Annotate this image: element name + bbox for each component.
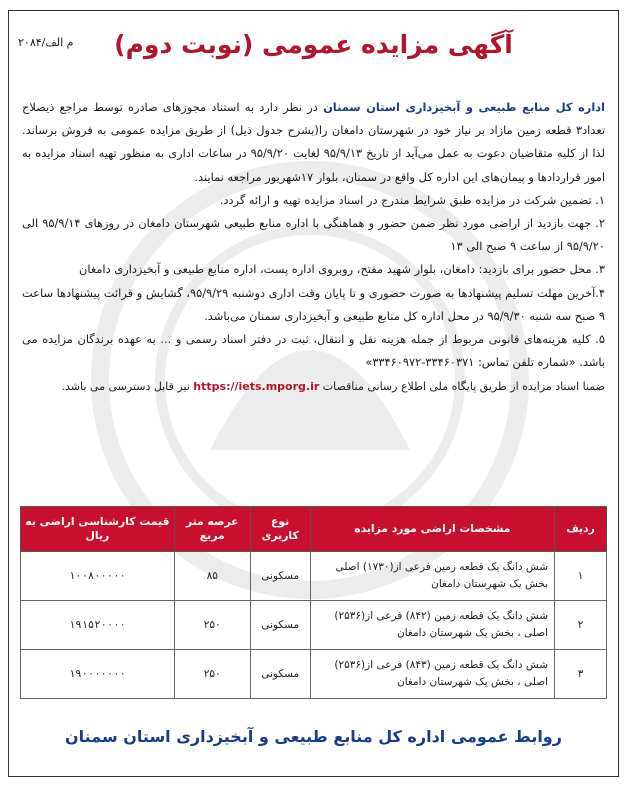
cell-usage-type: مسکونی	[250, 601, 310, 650]
cell-usage-type: مسکونی	[250, 552, 310, 601]
header-row-number: ردیف	[555, 507, 607, 552]
header-land-description: مشخصات اراضی مورد مزایده	[310, 507, 554, 552]
condition-item-4: ۴.آخرین مهلت تسلیم پیشنهادها به صورت حضوری و تا پایان وقت اداری دوشنبه ۹۵/۹/۲۹، گشایش و قرائت پیشنهادها ساعت ۹ صبح سه شنبه ۹۵/۹/۳۰ در محل اداره کل منابع طبیعی و آبخیزداری سمنان می‌باشد.	[22, 285, 605, 323]
reference-code: م الف/۲۰۸۴	[18, 36, 74, 49]
cell-land-description: شش دانگ یک قطعه زمین فرعی از(۱۷۳۰) اصلی بخش یک شهرستان دامغان	[310, 552, 554, 601]
cell-row-number: ۲	[555, 601, 607, 650]
condition-item-5: ۵. کلیه هزینه‌های قانونی مربوط از جمله هزینه نقل و انتقال، ثبت در دفتر اسناد رسمی و ... به عهده برندگان مزایده می باشد. «شماره تلفن تماس: ۳۳۴۶۰۳۷۱-۳۳۴۶۰۹۷۲»	[22, 332, 605, 370]
cell-area: ۲۵۰	[174, 601, 250, 650]
note-suffix: نیز قابل دسترسی می باشد.	[61, 380, 190, 394]
cell-area: ۸۵	[174, 552, 250, 601]
condition-item-3: ۳. محل حضور برای بازدید: دامغان، بلوار شهید مفتح، روبروی اداره پست، اداره منابع طبیعی و آبخیزداری دامغان	[78, 262, 605, 277]
table-header-row	[21, 507, 607, 552]
header-expert-price: قیمت کارشناسی اراضی به ریال	[21, 507, 175, 552]
cell-area: ۲۵۰	[174, 650, 250, 699]
cell-usage-type: مسکونی	[250, 650, 310, 699]
header-area: عرصه متر مربع	[174, 507, 250, 552]
ad-title: آگهی مزایده عمومی (نوبت دوم)	[114, 30, 513, 59]
table-row	[21, 552, 607, 601]
auction-lands-table	[20, 506, 607, 699]
public-relations-footer: روابط عمومی اداره کل منابع طبیعی و آبخیزداری استان سمنان	[65, 727, 562, 746]
intro-text: در نظر دارد به استناد مجوزهای صادره توسط مراجع ذیصلاح تعداد۳ قطعه زمین مازاد بر نیاز خود در شهرستان دامغان را(بشرح جدول ذیل) از طریق مزایده عمومی به فروش برساند. لذا از کلیه متقاضیان دعوت به عمل می‌آید از تاریخ ۹۵/۹/۱۳ لغایت ۹۵/۹/۲۰ در ساعات اداری به منظور تهیه اسناد مزایده به امور قراردادها و پیمان‌های این اداره کل واقع در سمنان، بلوار ۱۷شهریور مراجعه نمایند.	[22, 100, 605, 184]
condition-item-2: ۲. جهت بازدید از اراضی مورد نظر ضمن حضور و هماهنگی با اداره منابع طبیعی شهرستان دامغان در روزهای ۹۵/۹/۱۴ الی ۹۵/۹/۲۰ از ساعت ۹ صبح الی ۱۳	[22, 216, 605, 254]
cell-expert-price: ۱۹۱۵۲۰۰۰۰	[21, 601, 175, 650]
tender-website-link[interactable]: https://iets.mporg.ir	[193, 380, 320, 394]
intro-paragraph	[22, 96, 605, 189]
cell-row-number: ۱	[555, 552, 607, 601]
table-row	[21, 650, 607, 699]
cell-expert-price: ۱۹۰۰۰۰۰۰۰	[21, 650, 175, 699]
ad-body	[22, 96, 605, 399]
cell-land-description: شش دانگ یک قطعه زمین (۸۴۲) فرعی از(۲۵۳۶) اصلی ، بخش یک شهرستان دامغان	[310, 601, 554, 650]
cell-expert-price: ۱۰۰۸۰۰۰۰۰	[21, 552, 175, 601]
cell-row-number: ۳	[555, 650, 607, 699]
organization-name: اداره کل منابع طبیعی و آبخیزداری استان سمنان	[323, 100, 605, 114]
cell-land-description: شش دانگ یک قطعه زمین (۸۴۳) فرعی از(۲۵۳۶) اصلی ، بخش یک شهرستان دامغان	[310, 650, 554, 699]
table-row	[21, 601, 607, 650]
documents-note	[22, 375, 605, 398]
header-usage-type: نوع کاربری	[250, 507, 310, 552]
note-prefix: ضمنا اسناد مزایده از طریق پایگاه ملی اطلاع رسانی مناقصات	[322, 380, 605, 394]
condition-item-1: ۱. تضمین شرکت در مزایده طبق شرایط مندرج در اسناد مزایده تهیه و ارائه گردد.	[219, 192, 605, 207]
